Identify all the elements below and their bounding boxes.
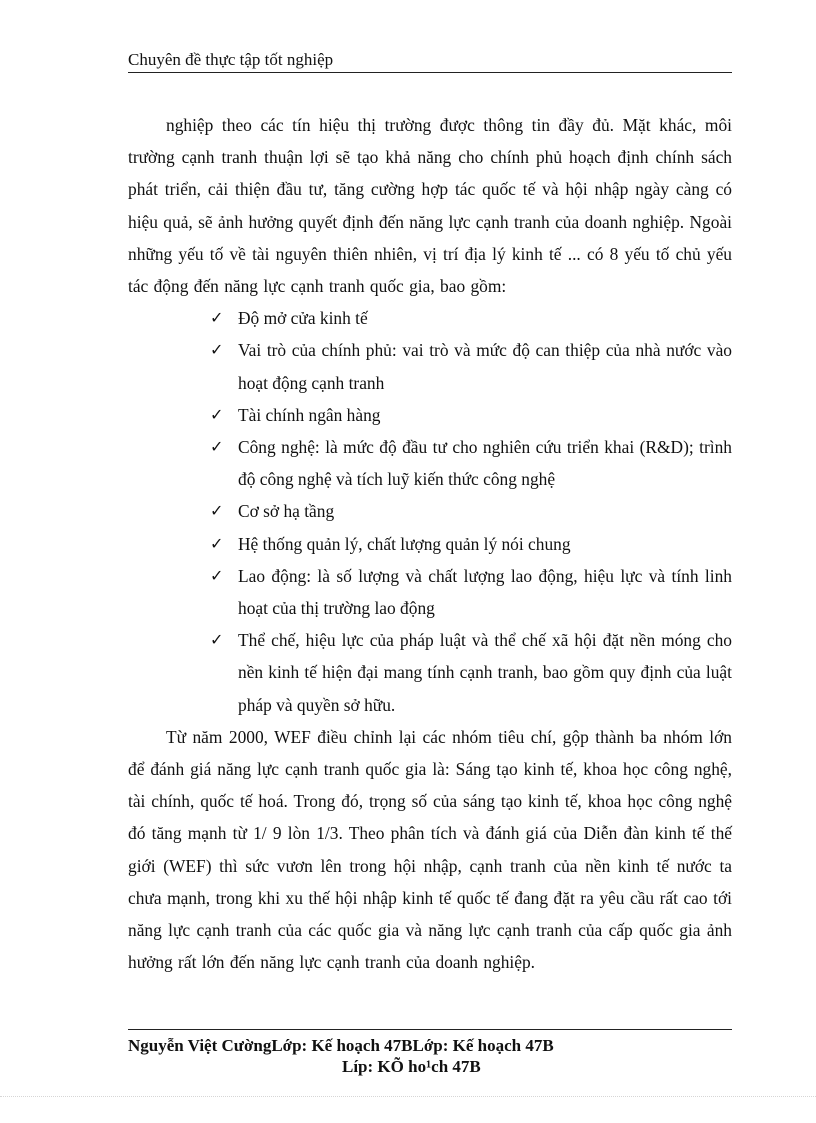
list-item-text: Vai trò của chính phủ: vai trò và mức độ can thiệp của nhà nước vào hoạt động cạnh tranh bbox=[238, 340, 732, 393]
footer-class-garbled: Líp: KÕ ho¹ch 47B bbox=[342, 1057, 481, 1076]
paragraph-wef: Từ năm 2000, WEF điều chỉnh lại các nhóm tiêu chí, gộp thành ba nhóm lớn để đánh giá năng lực cạnh tranh quốc gia là: Sáng tạo kinh tế, khoa học công nghệ, tài chính, quốc tế hoá. Trong đó, trọng số của sáng tạo kinh tế, khoa học công nghệ đó tăng mạnh từ 1/ 9 lòn 1/3. Theo phân tích và đánh giá của Diễn đàn kinh tế thế giới (WEF) thì sức vươn lên trong hội nhập, cạnh tranh của nền kinh tế nước ta chưa mạnh, trong khi xu thế hội nhập kinh tế quốc tế đang đặt ra yêu cầu rất cao tới năng lực cạnh tranh của các quốc gia và năng lực cạnh tranh của cấp quốc gia ảnh hưởng rất lớn đến năng lực cạnh tranh của doanh nghiệp. bbox=[128, 726, 732, 973]
list-item-text: Cơ sở hạ tầng bbox=[238, 501, 335, 522]
list-item-text: Thể chế, hiệu lực của pháp luật và thể chế xã hội đặt nền móng cho nền kinh tế hiện đại mang tính cạnh tranh, bao gồm quy định của luật pháp và quyền sở hữu. bbox=[238, 630, 732, 715]
list-item bbox=[128, 431, 732, 495]
footer-divider bbox=[128, 1029, 732, 1030]
list-item bbox=[128, 399, 732, 431]
list-item-text: Độ mở cửa kinh tế bbox=[238, 308, 368, 329]
check-mark-icon: ✓ bbox=[210, 340, 224, 360]
list-item bbox=[128, 495, 732, 527]
check-mark-icon: ✓ bbox=[210, 630, 224, 650]
list-item bbox=[128, 334, 732, 398]
list-item bbox=[128, 624, 732, 721]
page-header bbox=[128, 50, 732, 73]
page-footer bbox=[128, 1035, 732, 1077]
list-item-text: Tài chính ngân hàng bbox=[238, 404, 381, 425]
list-item-text: Lao động: là số lượng và chất lượng lao động, hiệu lực và tính linh hoạt của thị trường lao động bbox=[238, 565, 732, 619]
list-item bbox=[128, 302, 732, 334]
list-item-text: Công nghệ: là mức độ đầu tư cho nghiên cứu triển khai (R&D); trình độ công nghệ và tích luỹ kiến thức công nghệ bbox=[238, 437, 732, 490]
list-item bbox=[128, 528, 732, 560]
check-mark-icon: ✓ bbox=[210, 308, 224, 328]
footer-author-class: Nguyễn Việt CườngLớp: Kế hoạch 47BLớp: Kế hoạch 47B bbox=[128, 1036, 554, 1055]
header-title: Chuyên đề thực tập tốt nghiệp bbox=[128, 50, 334, 69]
list-item-text: Hệ thống quản lý, chất lượng quản lý nói chung bbox=[238, 533, 571, 554]
check-mark-icon: ✓ bbox=[210, 565, 224, 585]
check-mark-icon: ✓ bbox=[210, 404, 224, 424]
check-mark-icon: ✓ bbox=[210, 501, 224, 521]
paragraph-intro: nghiệp theo các tín hiệu thị trường được thông tin đầy đủ. Mặt khác, môi trường cạnh tranh thuận lợi sẽ tạo khả năng cho chính phủ hoạch định chính sách phát triển, cải thiện đầu tư, tăng cường hợp tác quốc tế và hội nhập ngày càng có hiệu quả, sẽ ảnh hưởng quyết định đến năng lực cạnh tranh của doanh nghiệp. Ngoài những yếu tố về tài nguyên thiên nhiên, vị trí địa lý kinh tế ... có 8 yếu tố chủ yếu tác động đến năng lực cạnh tranh quốc gia, bao gồm: bbox=[128, 115, 732, 297]
page-bottom-border bbox=[0, 1096, 816, 1097]
check-mark-icon: ✓ bbox=[210, 437, 224, 457]
list-item bbox=[128, 560, 732, 624]
document-body bbox=[128, 109, 732, 978]
factor-list bbox=[128, 302, 732, 721]
check-mark-icon: ✓ bbox=[210, 533, 224, 553]
